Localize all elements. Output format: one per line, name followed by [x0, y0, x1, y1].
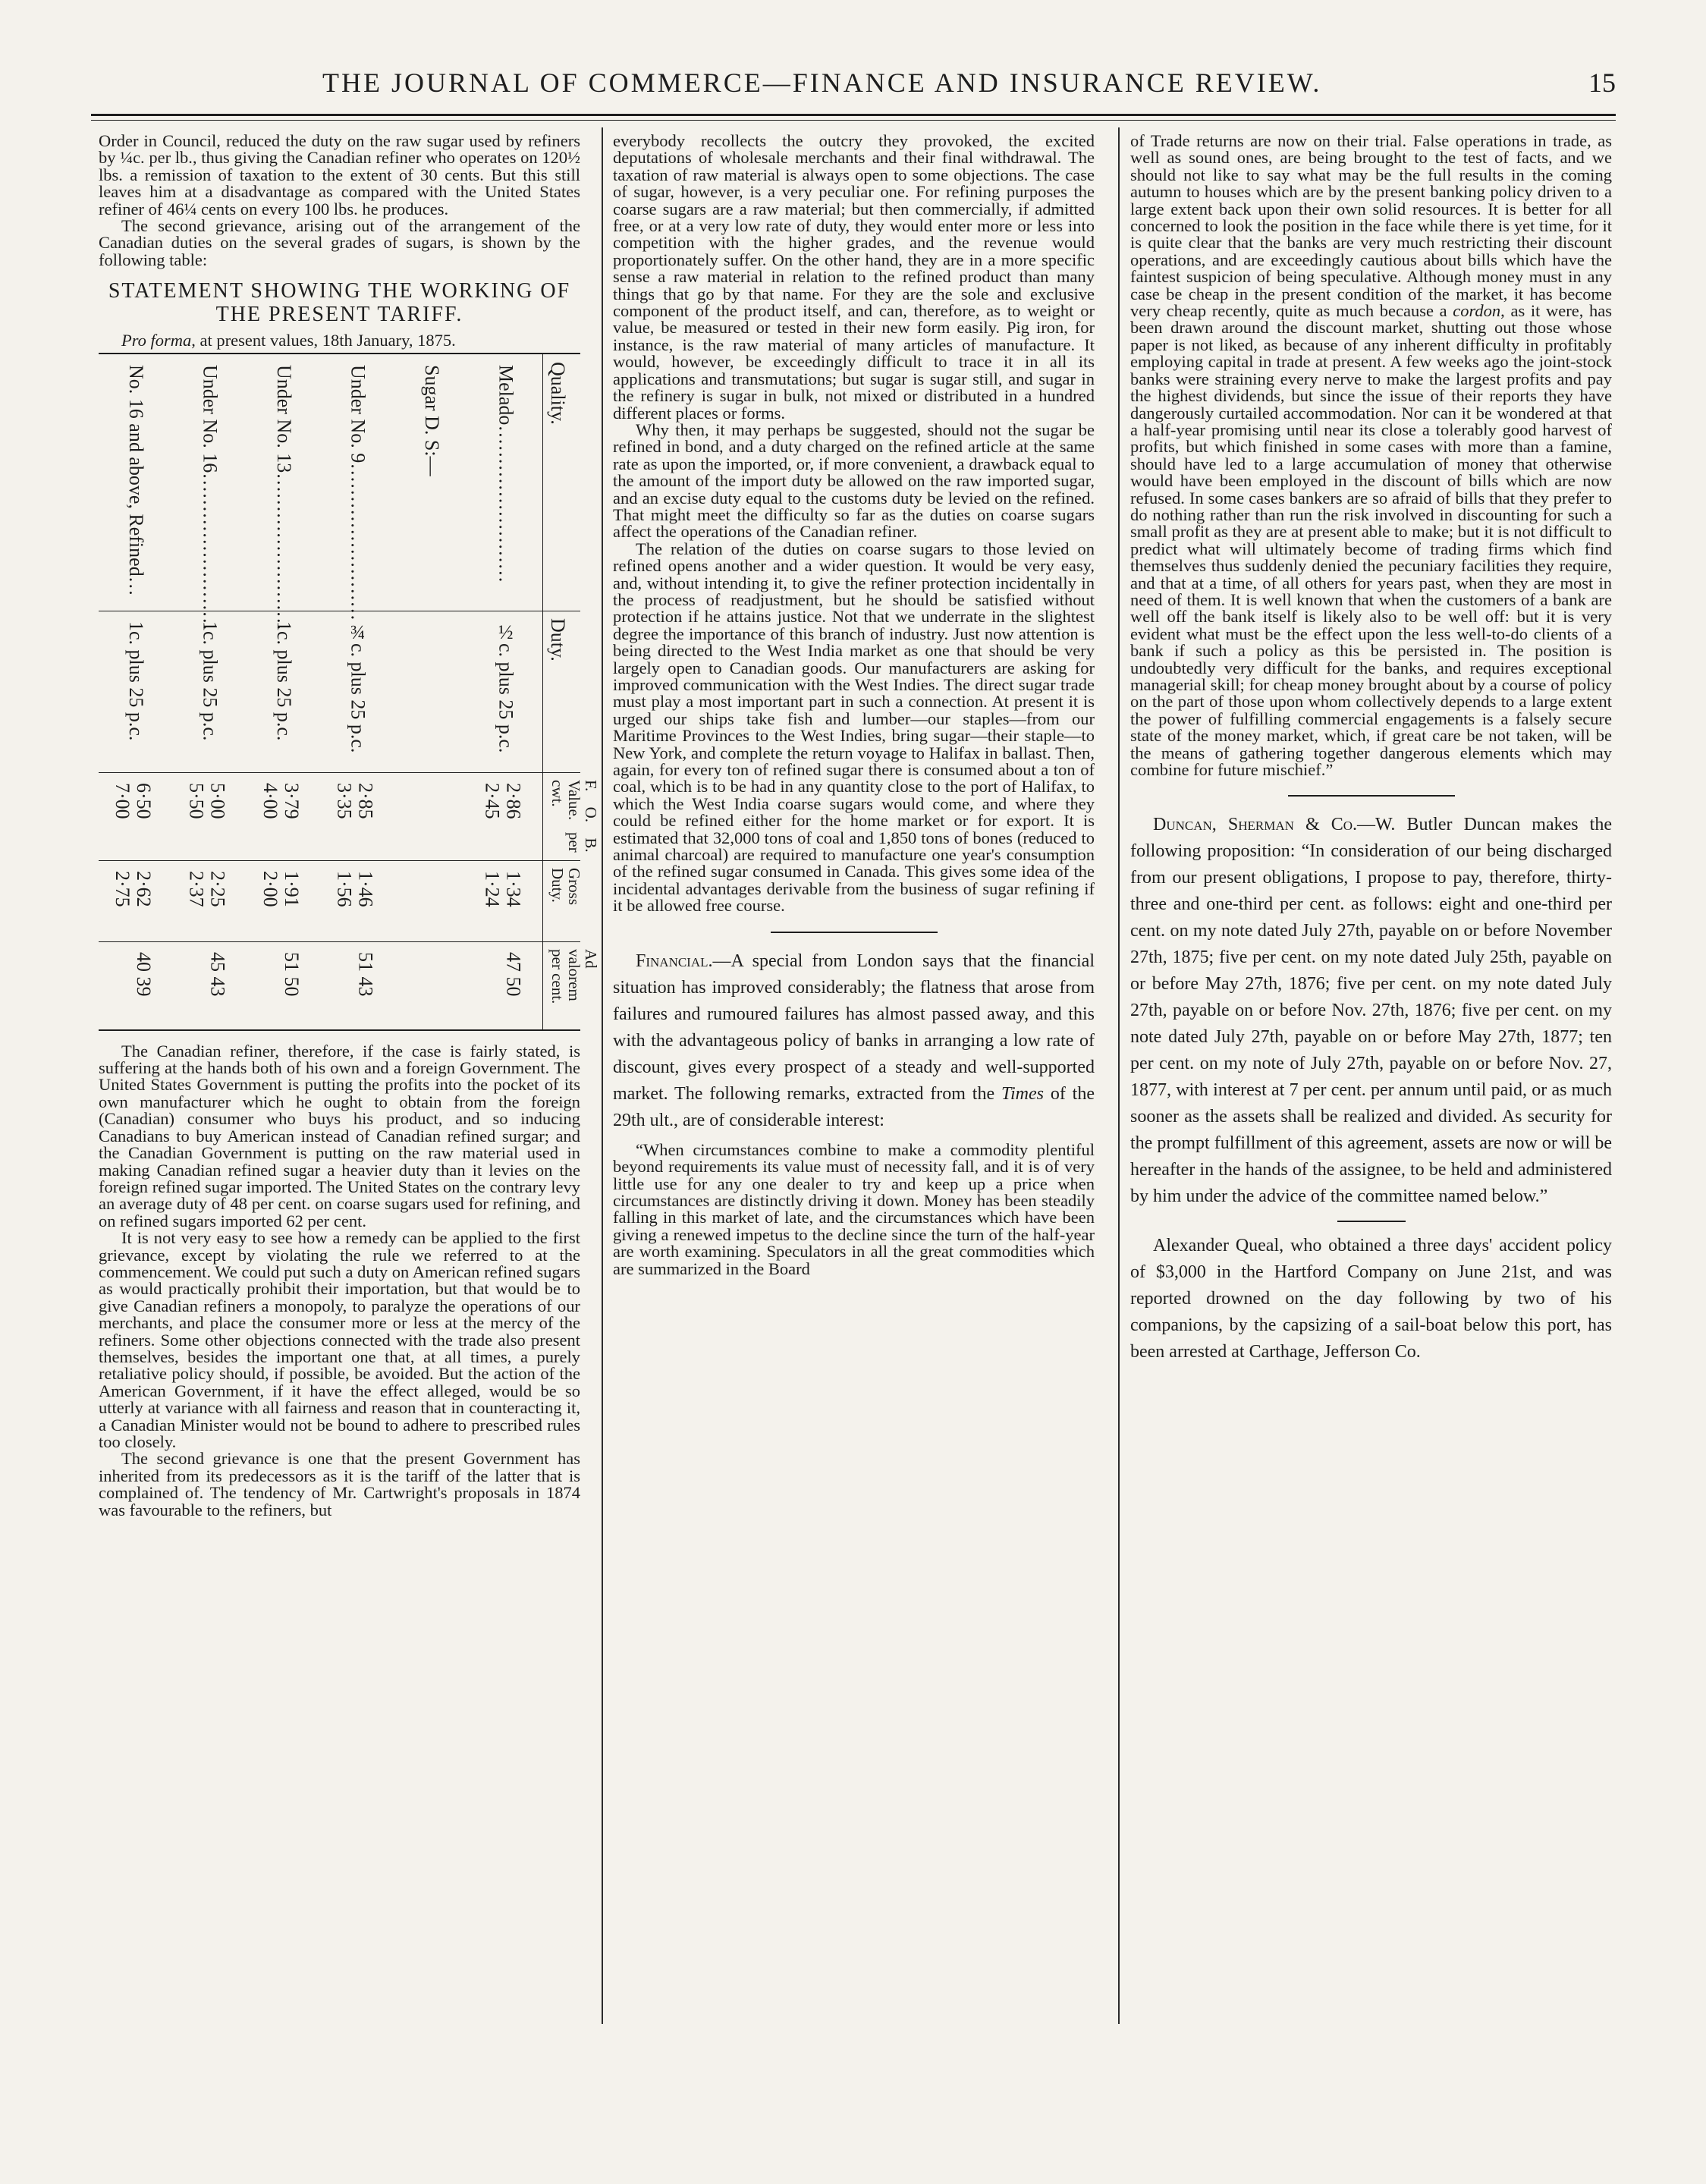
table-cell-gross: 1·46 1·56 — [333, 871, 377, 907]
table-cell-adval: 51 50 — [280, 951, 303, 997]
column-separator-2 — [1118, 127, 1120, 2024]
table-row — [99, 354, 173, 1029]
page-number: 15 — [1588, 68, 1616, 98]
table-cell-gross — [412, 871, 450, 937]
table-cell-quality: Sugar D. S:— — [420, 364, 443, 476]
column-separator-1 — [602, 127, 603, 2024]
table-header-cell: Ad valorem per cent. — [548, 948, 600, 1004]
table-cell-value: 5·00 5·50 — [185, 783, 229, 820]
table-cell-gross: 2·25 2·37 — [185, 871, 229, 907]
col2-paragraph-2: Why then, it may perhaps be suggested, should not the sugar be refined in bond, and a duty charged on the refined article at the same rate as upon the imported, or, if more convenient, a drawback equal to the amount of the import duty be allowed on the raw imported sugar, and an excise duty equal to the customs duty be levied on the refined. That might meet the difficulty so far as the duties on coarse sugars affect the operations of the Canadian refiner. — [613, 420, 1095, 542]
table-header-cell: Gross Duty. — [548, 868, 583, 906]
table-heading: STATEMENT SHOWING THE WORKING OF THE PRESENT TARIFF. — [108, 279, 571, 327]
table-cell-gross: 2·62 2·75 — [111, 871, 155, 907]
table-cell-duty: 1c. plus 25 p.c. — [124, 621, 147, 741]
section-divider-2 — [1288, 795, 1455, 797]
section-divider-3 — [1337, 1221, 1406, 1222]
table-cell-value: 2·86 2·45 — [481, 783, 525, 820]
col1-paragraph-4: It is not very easy to see how a remedy can be applied to the first grievance, except by violating the rule we referred to at the commencement. We could put such a duty on American refined sugars as would practically prohibit their importation, but that would be to give Canadian refiners a monopoly, to paralyze the operations of our merchants, and place the consumer more or less at the mercy of the refiners. Some other objections connected with the trade also present themselves, besides the important one that, at all times, a purely retaliative policy should, if possible, be avoided. But the action of the American Government, if it have the effect alleged, would be so utterly at variance with all fairness and reason that in counteracting it, a Canadian Minister would not be bound to adhere to prescribed rules too closely. — [99, 1228, 580, 1451]
col1-paragraph-1: Order in Council, reduced the duty on the raw sugar used by refiners by ¼c. per lb., thus giving the Canadian refiner who operates on 120½ lbs. a remission of taxation to the extent of 30 cents. But this still leaves him at a disadvantage as compared with the United States refiner of 46¼ cents on every 100 lbs. he produces. — [99, 131, 580, 218]
column-3 — [1130, 133, 1612, 2029]
table-cell-gross: 1·91 2·00 — [259, 871, 303, 907]
journal-title: THE JOURNAL OF COMMERCE—FINANCE AND INSURANCE REVIEW. — [322, 68, 1322, 98]
table-cell-duty: 1c. plus 25 p.c. — [272, 621, 295, 741]
col3-text-1: of Trade returns are now on their trial. False operations in trade, as well as sound ones, are being brought to the test of facts, and we should not like to say what may be the full results in the coming autumn to houses which are by the present banking policy driven to a large extent back upon their own solid resources. It is better for all concerned to look the position in the face while there is yet time, for it is quite clear that the banks are very much restricting their discount operations, and are exceedingly cautious about bills which have the faintest suspicion of being speculative. Although money must in any case be cheap in the present condition of the market, it has become very cheap recently, quite as much because a — [1130, 131, 1612, 321]
header-rule-thin — [91, 120, 1616, 121]
table-row — [247, 354, 321, 1029]
table-row — [469, 354, 543, 1029]
financial-paragraph — [613, 948, 1095, 1134]
col1-paragraph-5: The second grievance is one that the present Government has inherited from its predecessors as it is the tariff of the latter that is complained of. The tendency of Mr. Cartwright's proposals in 1874 was favourable to the refiners, but — [99, 1449, 580, 1519]
table-cell-quality: Under No. 9…………………… — [347, 364, 369, 621]
col1-paragraph-3: The Canadian refiner, therefore, if the case is fairly stated, is suffering at the hands both of his own and a foreign Government. The United States Government is putting the profits into the pocket of its own manufacturer which he ought to obtain from the foreign (Canadian) consumer who buys his product, and so inducing Canadians to buy American instead of Canadian refined surgar; and the Canadian Government is putting on the raw material used in making Canadian refined sugar a heavier duty than it levies on the foreign refined sugar imported. The United States on the contrary levy an average duty of 48 per cent. on coarse sugars used for refining, and on refined sugars imported 62 per cent. — [99, 1041, 580, 1230]
table-cell-value: 6·50 7·00 — [111, 783, 155, 820]
pro-forma-italic: Pro forma — [121, 331, 192, 350]
table-cell-duty: ¾c. plus 25 p.c. — [347, 621, 369, 753]
tariff-table — [99, 353, 600, 1031]
table-cell-duty: ½c. plus 25 p.c. — [495, 621, 517, 753]
page-header — [91, 61, 1616, 106]
table-row — [394, 354, 469, 1029]
table-header-cell: Quality. — [547, 361, 569, 425]
section-divider — [771, 932, 938, 933]
quote-paragraph: “When circumstances combine to make a commodity plentiful beyond requirements its value must of necessity fall, and it is of very little use for any one dealer to try and keep up a price when circumstances are distinctly driving it down. Money has been steadily falling in this market of late, and the circumstances which have been giving a renewed impetus to the decline since the turn of the half-year are worth examining. Speculators in all the great commodities which are summarized in the Board — [613, 1139, 1095, 1278]
column-2 — [613, 133, 1095, 2029]
duncan-paragraph — [1130, 812, 1612, 1210]
table-header-cell: F. O. B. Value. per cwt. — [548, 780, 600, 853]
col2-paragraph-3: The relation of the duties on coarse sugars to those levied on refined opens another and a wider question. It would be very easy, and, without intending it, to give the refiner protection incidentally in the process of readjustment, but he should be satisfied without protection if he attains justice. Not that we underrate in the slightest degree the importance of this branch of industry. Just now attention is being directed to the West India market as one that should be very largely open to Canadian goods. Our manufacturers are asking for improved communication with the West Indies. The direct sugar trade must play a most important part in such a connection. At present it is urged our ships take fish and lumber—our staples—from our Maritime Provinces to the West Indies, bring sugar—their staple—to New York, and complete the return voyage to Halifax in ballast. Then, again, for every ton of refined sugar there is consumed about a ton of coal, which is to be had in any quantity close to the port of Halifax, to which the West India coarse sugars would come, and where they could be refined either for the home market or for export. It is estimated that 32,000 tons of coal and 1,850 tons of bones (reduced to animal charcoal) are required to manufacture one year's consumption of the refined sugar consumed in Canada. This gives some idea of the incidental advantages derivable from the business of sugar refining if it be allowed free course. — [613, 539, 1095, 916]
duncan-text: —W. Butler Duncan makes the following proposition: “In consideration of our being discharged from our present obligations, I propose to pay, therefore, thirty-three and one-third per cent. as follows: eight and one-third per cent. on my note dated July 27th, payable on or before November 27th, 1875; five per cent. on my note dated July 25th, payable on or before May 27th, 1876; five per cent. on my note dated July 27th, payable on or before Nov. 27th, 1876; five per cent. on my note dated July 27th, payable on or before May 27th, 1877; ten per cent. on my note of July 27th, payable on or before Nov. 27, 1877, with interest at 7 per cent. per annum until paid, or as much sooner as the assets shall be realized and divided. As security for the prompt fulfillment of this agreement, assets are now or will be hereafter in the hands of the assignee, to be held and administered by him under the advice of the committee named below.” — [1130, 815, 1612, 1207]
table-header-column — [542, 354, 600, 1029]
table-cell-adval — [412, 952, 450, 1025]
table-cell-quality: No. 16 and above, Refined… — [124, 364, 147, 596]
financial-text: —A special from London says that the financial situation has improved considerably; the flatness that arose from failures and rumoured failures has almost passed away, and this with the advantageous policy of banks in arranging a low rate of discount, gives every prospect of a steady and well-supported market. The following remarks, extracted from the — [613, 951, 1095, 1104]
pro-forma-rest: , at present values, 18th January, 1875. — [191, 331, 456, 350]
col2-paragraph-1: everybody recollects the outcry they provoked, the excited deputations of wholesale merchants and their final withdrawal. The taxation of raw material is always open to some objections. The case of sugar, however, is a very peculiar one. For refining purposes the coarse sugars are a raw material; but then commercially, if admitted free, or at a very low rate of duty, they would enter more or less into competition with the higher grades, and the revenue would proportionately suffer. On the other hand, they are in a more specific sense a raw material in relation to the refined product than many things that go by that name. For they are the sole and exclusive component of the product itself, and can, therefore, as to weight or value, be measured or tested in their new form easily. Pig iron, for instance, is the raw material of many articles of manufacture. It would, however, be exceedingly difficult to trace it in all its applications and transmutations; but sugar is sugar still, and sugar in the refinery is sugar in bulk, not mixed or distributed in a hundred different places or forms. — [613, 131, 1095, 423]
table-header-cell: Duty. — [547, 617, 569, 661]
table-cell-value: 3·79 4·00 — [259, 783, 303, 820]
table-cell-adval: 47 50 — [502, 951, 525, 997]
table-cell-value: 2·85 3·35 — [333, 783, 377, 820]
col3-paragraph-1 — [1130, 133, 1612, 778]
cordon-italic: cordon — [1453, 301, 1501, 321]
table-cell-adval: 51 43 — [354, 951, 377, 997]
table-cell-quality: Under No. 13…………………… — [272, 364, 295, 630]
table-row — [321, 354, 395, 1029]
table-row — [173, 354, 247, 1029]
financial-text-2: of the 29th ult., are of considerable interest: — [613, 1083, 1095, 1130]
times-italic: Times — [1001, 1083, 1044, 1104]
pro-forma-note — [99, 332, 580, 349]
column-1 — [99, 131, 600, 2029]
queal-paragraph: Alexander Queal, who obtained a three days' accident policy of $3,000 in the Hartford Company on June 21st, and was reported drowned on the day following by two of his companions, by the capsizing of a sail-boat below this port, has been arrested at Carthage, Jefferson Co. — [1130, 1236, 1612, 1362]
table-cell-duty: 1c. plus 25 p.c. — [199, 621, 221, 741]
table-cell-adval: 45 43 — [206, 951, 229, 997]
financial-label: Financial. — [636, 951, 713, 971]
col3-text-2: , as it were, has been drawn around the discount market, shutting out those whose paper is not liked, as because of any inherent difficulty in profitably employing capital in trade at present. A few weeks ago the joint-stock banks were straining every nerve to make the largest profits and pay the highest dividends, but since the issue of their reports they have dangerously curtailed accommodation. Nor can it be wondered at that a half-year promising until near its close a tolerably good harvest of profits, but which finished in some cases with more than a famine, should have led to a large accumulation of money that otherwise would have been employed in the discount of bills which are now refused. In some cases bankers are so afraid of bills that they prefer to do nothing rather than run the risk involved in discounting for such a small profit as they are at present able to make; but it is not difficult to predict what will ultimately become of trading firms which find themselves thus suddenly denied the pecuniary facilities they require, and that at a time, of all others for years past, when they are most in need of them. It is well known that when the customers of a bank are well off the bank itself is likely also to be well off: but it is very evident what must be the effect upon the less well-to-do clients of a bank if such a policy as this be persisted in. The position is undoubtedly very difficult for the banks, and requires exceptional managerial skill; for cheap money brought about by a course of policy on the part of those upon whom collectively depends to a large extent the power of fulfilling commercial engagements is a falsely secure state of the money market, which, if great care be not taken, will be the means of gathering together dangerous elements which may combine for future mischief.” — [1130, 301, 1613, 780]
header-rule — [91, 114, 1616, 116]
duncan-label: Duncan, Sherman & Co. — [1153, 815, 1357, 835]
table-cell-value — [412, 783, 450, 856]
table-cell-quality: Melado…………………… — [495, 364, 517, 583]
table-cell-quality: Under No. 16…………………… — [199, 364, 221, 630]
table-cell-gross: 1·34 1·24 — [481, 871, 525, 907]
table-cell-adval: 40 39 — [132, 951, 155, 997]
col1-paragraph-2: The second grievance, arising out of the arrangement of the Canadian duties on the several grades of sugars, is shown by the following table: — [99, 216, 580, 269]
